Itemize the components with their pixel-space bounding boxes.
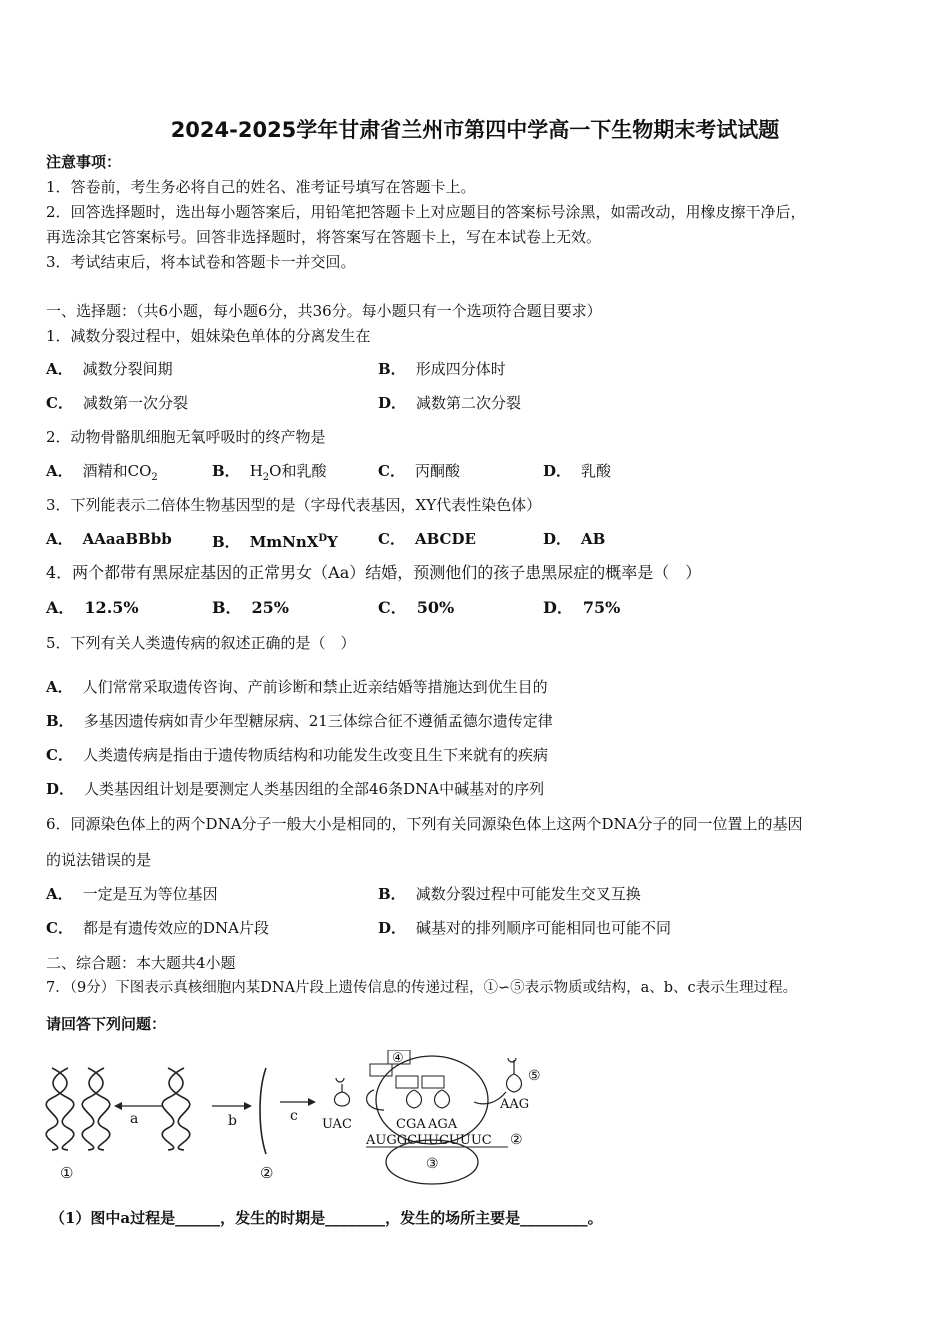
option-c: C． ABCDE — [378, 530, 476, 548]
label-4: ④ — [392, 1051, 404, 1066]
option-b: B． $H_2O$和乳酸 — [212, 462, 327, 483]
notice-item: 3．考试结束后，将本试卷和答题卡一并交回。 — [46, 253, 356, 271]
option-a: A． 减数分裂间期 — [46, 360, 173, 378]
question-stem: 7．（9分）下图表示真核细胞内某DNA片段上遗传信息的传递过程，①∽⑤表示物质或结构，a、b、c表示生理过程。 — [46, 980, 798, 996]
mrna-sequence: AUGGCUUCUUUC — [366, 1133, 492, 1148]
option-a: A． 12.5% — [46, 598, 139, 617]
label-5: ⑤ — [528, 1068, 541, 1084]
dna-helix-3 — [162, 1068, 190, 1150]
notice-item: 1．答卷前，考生务必将自己的姓名、准考证号填写在答题卡上。 — [46, 178, 476, 196]
dna-helix-2 — [82, 1068, 110, 1150]
gene-expression-diagram — [44, 1050, 544, 1190]
option-b: B． 25% — [212, 598, 289, 617]
option-a: A． AAaaBBbb — [46, 530, 172, 548]
option-a: A． 人们常常采取遗传咨询、产前诊断和禁止近亲结婚等措施达到优生目的 — [46, 678, 548, 696]
label-a: a — [130, 1111, 139, 1127]
question-stem: 2．动物骨骼肌细胞无氧呼吸时的终产物是 — [46, 428, 326, 446]
anticodon-aag: AAG — [500, 1097, 530, 1112]
option-a: A． 一定是互为等位基因 — [46, 885, 218, 903]
anticodon-uac: UAC — [322, 1117, 352, 1132]
option-c: C． 减数第一次分裂 — [46, 394, 188, 412]
trna-bound — [407, 1090, 450, 1108]
trna-incoming — [507, 1058, 522, 1092]
label-c: c — [290, 1108, 298, 1124]
question-stem: 4．两个都带有黑尿症基因的正常男女（Aa）结婚，预测他们的孩子患黑尿症的概率是（ ） — [46, 563, 702, 582]
option-d: D． 减数第二次分裂 — [378, 394, 522, 412]
option-c: C． 50% — [378, 598, 455, 617]
anticodon-aga: AGA — [428, 1117, 458, 1132]
notice-item: 再选涂其它答案标号。回答非选择题时，将答案写在答题卡上，写在本试卷上无效。 — [46, 228, 602, 246]
option-d: D． AB — [543, 530, 606, 548]
trna-free — [335, 1078, 350, 1106]
option-b: B． 多基因遗传病如青少年型糖尿病、21三体综合征不遵循孟德尔遗传定律 — [46, 712, 553, 730]
option-b: B． MmNnX$^D$Y — [212, 533, 338, 551]
option-d: D． 75% — [543, 598, 621, 617]
option-b: B． 减数分裂过程中可能发生交叉互换 — [378, 885, 641, 903]
section2-heading: 二、综合题：本大题共4小题 — [46, 954, 236, 972]
section1-heading: 一、选择题：（共6小题，每小题6分，共36分。每小题只有一个选项符合题目要求） — [46, 302, 602, 320]
label-3: ③ — [426, 1156, 439, 1172]
notice-heading: 注意事项： — [46, 153, 122, 171]
question-stem: 6．同源染色体上的两个DNA分子一般大小是相同的，下列有关同源染色体上这两个DNA分子的同一位置上的基因 — [46, 815, 803, 833]
dna-helix-1 — [46, 1068, 74, 1150]
option-d: D． 碱基对的排列顺序可能相同也可能不同 — [378, 919, 672, 937]
question-stem-cont: 请回答下列问题： — [46, 1015, 167, 1033]
polypeptide-box — [370, 1064, 392, 1076]
label-1: ① — [60, 1164, 74, 1182]
question-stem: 3．下列能表示二倍体生物基因型的是（字母代表基因，XY代表性染色体） — [46, 496, 542, 514]
question-sub1: （1）图中a过程是______，发生的时期是________，发生的场所主要是_________。 — [50, 1209, 603, 1227]
page-title: 2024-2025学年甘肃省兰州市第四中学高一下生物期末考试试题 — [170, 118, 780, 142]
question-stem: 1．减数分裂过程中，姐妹染色单体的分离发生在 — [46, 327, 371, 345]
option-b: B． 形成四分体时 — [378, 360, 506, 378]
polypeptide-box — [422, 1076, 444, 1088]
mrna-strand — [260, 1068, 266, 1154]
polypeptide-box — [396, 1076, 418, 1088]
label-2b: ② — [510, 1132, 523, 1148]
option-d: D． 乳酸 — [543, 462, 612, 480]
option-a: A． 酒精和$CO_2$ — [46, 462, 158, 483]
label-b: b — [228, 1113, 237, 1129]
option-c: C． 都是有遗传效应的DNA片段 — [46, 919, 269, 937]
label-2: ② — [260, 1164, 274, 1182]
option-c: C． 丙酮酸 — [378, 462, 460, 480]
option-c: C． 人类遗传病是指由于遗传物质结构和功能发生改变且生下来就有的疾病 — [46, 746, 548, 764]
question-stem-cont: 的说法错误的是 — [46, 851, 152, 869]
question-stem: 5．下列有关人类遗传病的叙述正确的是（ ） — [46, 634, 356, 652]
option-d: D． 人类基因组计划是要测定人类基因组的全部46条DNA中碱基对的序列 — [46, 780, 545, 798]
notice-item: 2．回答选择题时，选出每小题答案后，用铅笔把答题卡上对应题目的答案标号涂黑，如需改动，用橡皮擦干净后， — [46, 203, 806, 221]
anticodon-cga: CGA — [396, 1117, 426, 1132]
